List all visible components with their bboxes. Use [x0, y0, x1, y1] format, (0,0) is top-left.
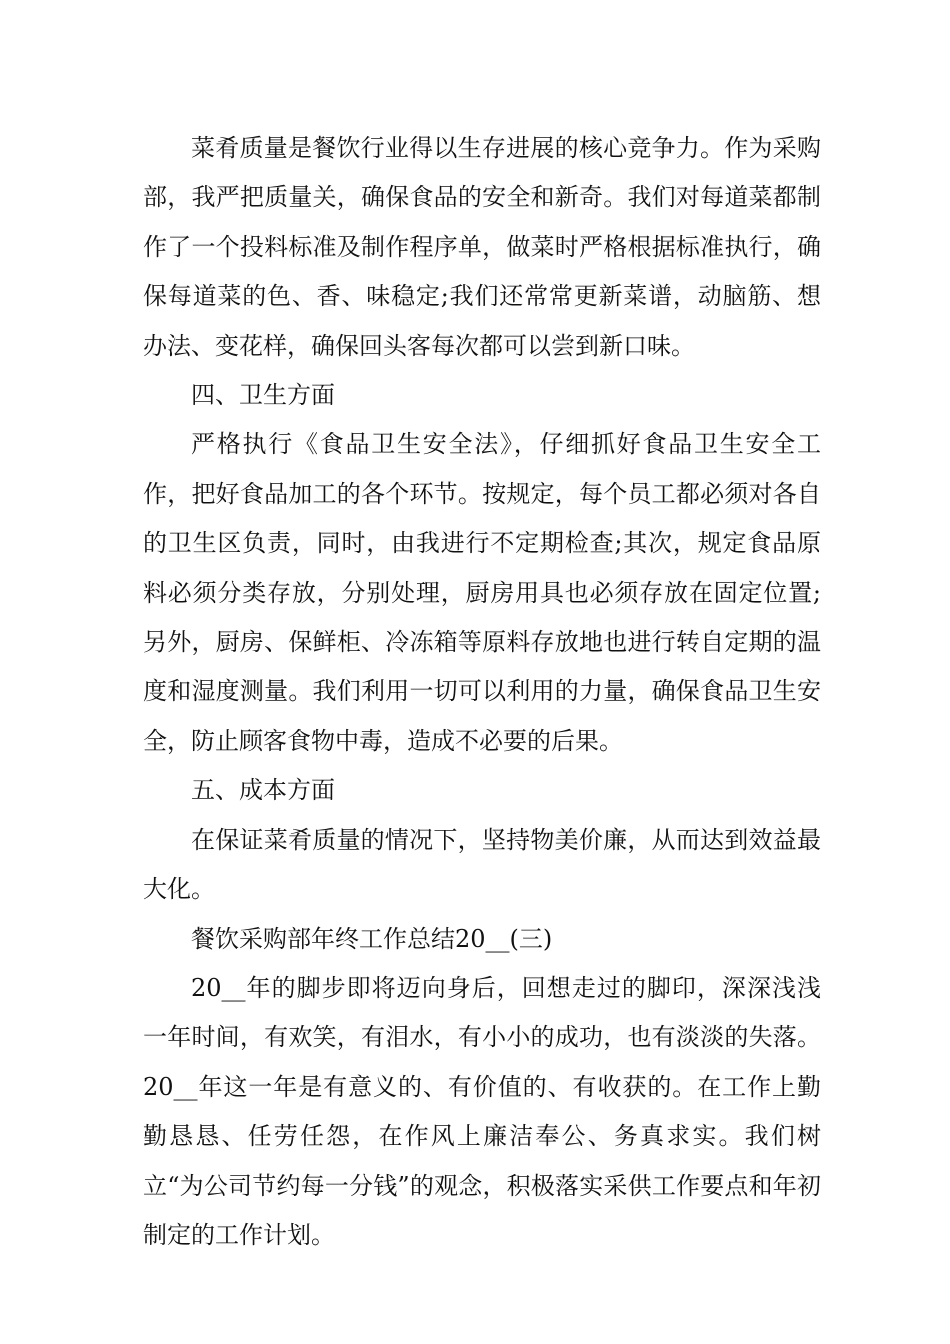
paragraph-hygiene: 严格执行《食品卫生安全法》，仔细抓好食品卫生安全工作，把好食品加工的各个环节。按规定，每个员工都必须对各自的卫生区负责，同时，由我进行不定期检查;其次，规定食品原料必须分类存放，分别处理，厨房用具也必须存放在固定位置;另外，厨房、保鲜柜、冷冻箱等原料存放地也进行转自定期的温度和湿度测量。我们利用一切可以利用的力量，确保食品卫生安全，防止顾客食物中毒，造成不必要的后果。	[143, 430, 821, 755]
paragraph-dish-quality: 菜肴质量是餐饮行业得以生存进展的核心竞争力。作为采购部，我严把质量关，确保食品的安全和新奇。我们对每道菜都制作了一个投料标准及制作程序单，做菜时严格根据标准执行，确保每道菜的色、香、味稳定;我们还常常更新菜谱，动脑筋、想办法、变花样，确保回头客每次都可以尝到新口味。	[143, 134, 821, 360]
document-subtitle: 餐饮采购部年终工作总结20__(三)	[191, 924, 553, 953]
section-heading-cost: 五、成本方面	[191, 776, 335, 805]
paragraph-cost: 在保证菜肴质量的情况下，坚持物美价廉，从而达到效益最大化。	[143, 825, 821, 904]
section-heading-hygiene: 四、卫生方面	[191, 381, 335, 410]
paragraph-year-review: 20__年的脚步即将迈向身后，回想走过的脚印，深深浅浅一年时间，有欢笑，有泪水，有小小的成功，也有淡淡的失落。20__年这一年是有意义的、有价值的、有收获的。在工作上勤勤恳恳、任劳任怨，在作风上廉洁奉公、务真求实。我们树立“为公司节约每一分钱”的观念，积极落实采供工作要点和年初制定的工作计划。	[143, 973, 821, 1249]
document-body	[143, 124, 821, 1260]
